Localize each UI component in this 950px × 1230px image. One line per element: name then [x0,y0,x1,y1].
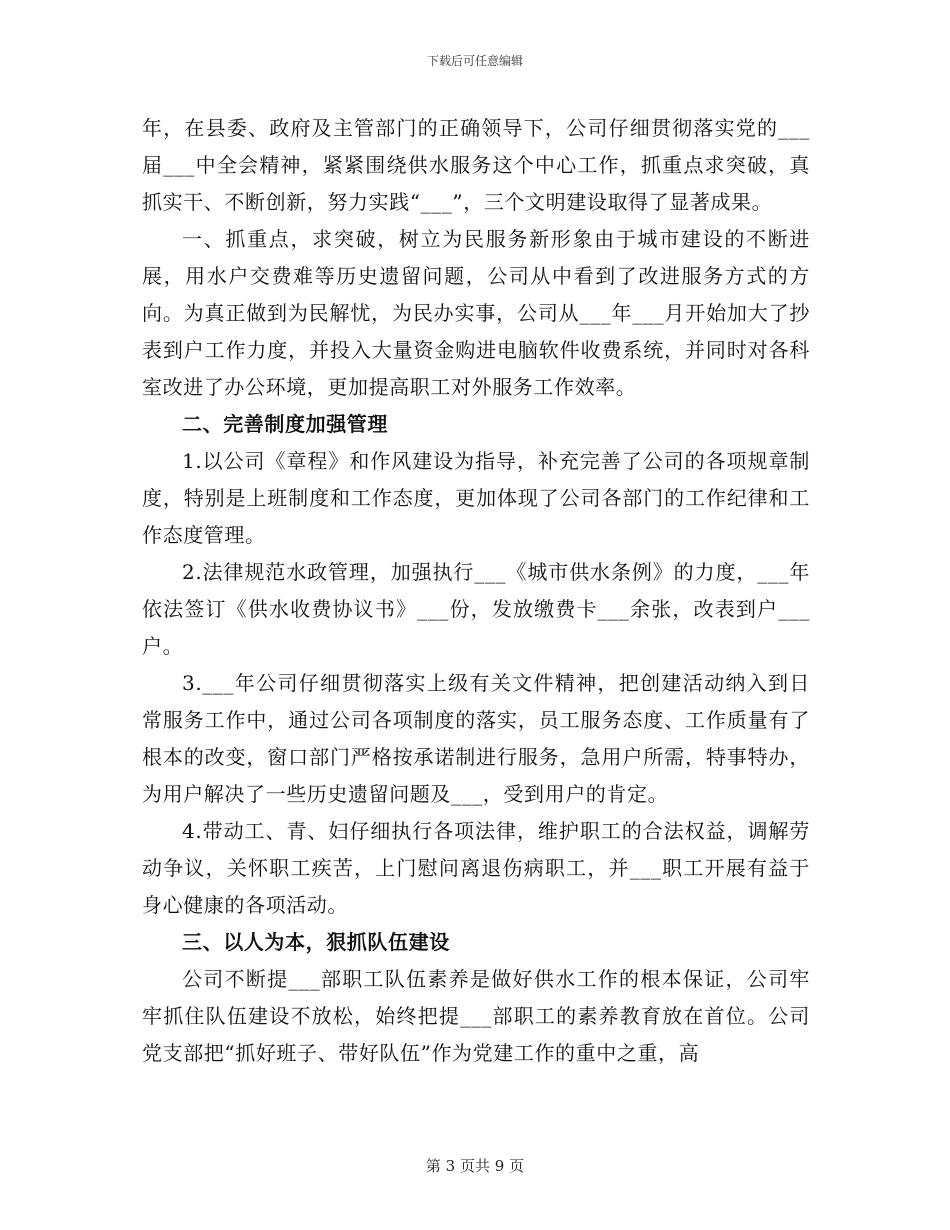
paragraph-item-4: 4.带动工、青、妇仔细执行各项法律，维护职工的合法权益，调解劳动争议，关怀职工疾苦，上门慰问离退伤病职工，并___职工开展有益于身心健康的各项活动。 [142,819,810,917]
page-number: 第 3 页共 9 页 [425,1157,525,1175]
heading-section-three: 三、以人为本，狠抓队伍建设 [182,930,450,954]
paragraph-intro: 年，在县委、政府及主管部门的正确领导下，公司仔细贯彻落实党的___届___中全会精神，紧紧围绕供水服务这个中心工作，抓重点求突破，真抓实干、不断创新，努力实践“___”，三个文明建设取得了显著成果。 [142,116,810,214]
paragraph-section-three: 公司不断提___部职工队伍素养是做好供水工作的根本保证，公司牢牢抓住队伍建设不放松，始终把提___部职工的素养教育放在首位。公司党支部把“抓好班子、带好队伍”作为党建工作的重中之重，高 [142,967,810,1065]
paragraph-item-3: 3.___年公司仔细贯彻落实上级有关文件精神，把创建活动纳入到日常服务工作中，通过公司各项制度的落实，员工服务态度、工作质量有了根本的改变，窗口部门严格按承诺制进行服务，急用户所需，特事特办，为用户解决了一些历史遗留问题及___，受到用户的肯定。 [142,671,810,806]
paragraph-section-one: 一、抓重点，求突破，树立为民服务新形象由于城市建设的不断进展，用水户交费难等历史遗留问题，公司从中看到了改进服务方式的方向。为真正做到为民解忧，为民办实事，公司从___年___月开始加大了抄表到户工作力度，并投入大量资金购进电脑软件收费系统，并同时对各科室改进了办公环境，更加提高职工对外服务工作效率。 [142,227,810,399]
page-header: 下载后可任意编辑 [426,54,523,68]
heading-section-two: 二、完善制度加强管理 [182,412,388,436]
document-body [142,110,810,1072]
paragraph-item-1: 1.以公司《章程》和作风建设为指导，补充完善了公司的各项规章制度，特别是上班制度和工作态度，更加体现了公司各部门的工作纪律和工作态度管理。 [142,449,810,547]
paragraph-item-2: 2.法律规范水政管理，加强执行___《城市供水条例》的力度，___年依法签订《供水收费协议书》___份，发放缴费卡___余张，改表到户___户。 [142,560,810,658]
